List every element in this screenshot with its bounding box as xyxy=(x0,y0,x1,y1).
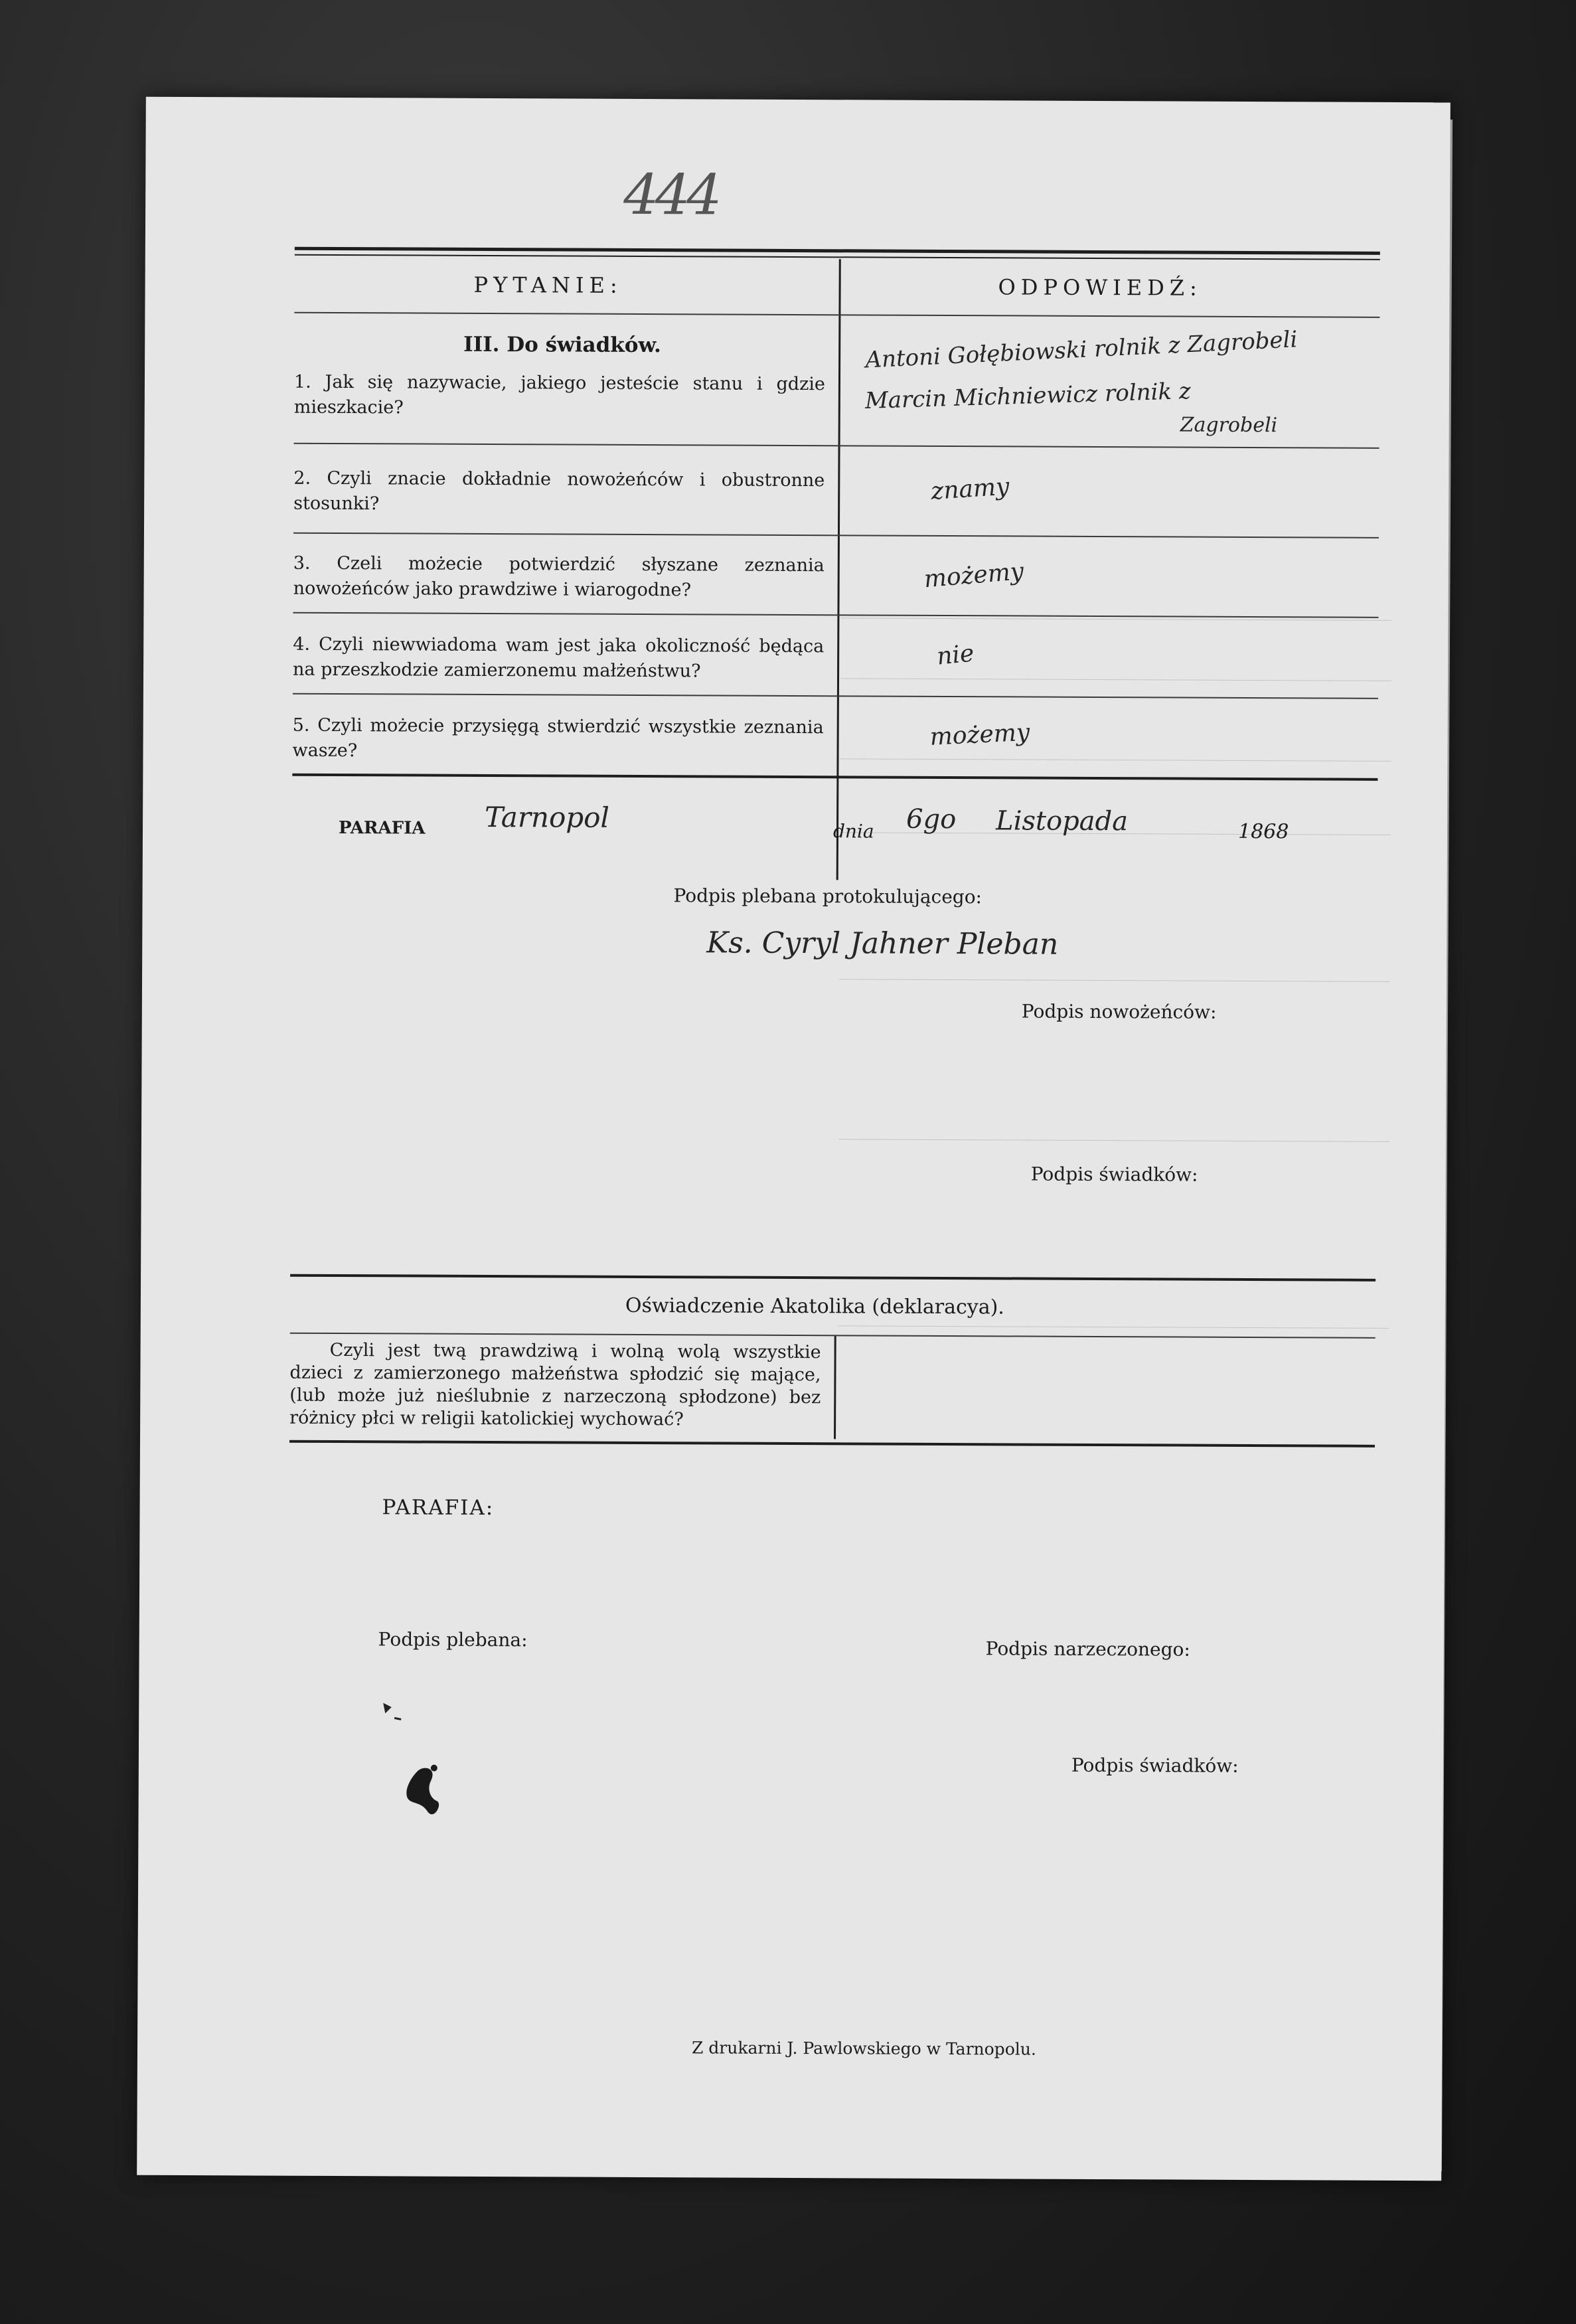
answer-5: możemy xyxy=(929,718,1031,751)
header-rule xyxy=(294,312,1379,318)
bottom-witnesses-label: Podpis świadków: xyxy=(1071,1754,1239,1777)
priest-signature: Ks. Cyryl Jahner Pleban xyxy=(706,926,1059,961)
bottom-priest-label: Podpis plebana: xyxy=(378,1628,528,1651)
question-3: 3. Czeli możecie potwierdzić słyszane zeznania nowożeńców jako prawdziwe i wiarogodne? xyxy=(293,552,825,601)
date-year: 1868 xyxy=(1237,819,1289,844)
bottom-bride-label: Podpis narzeczonego: xyxy=(985,1637,1190,1661)
answer-3: możemy xyxy=(923,558,1025,594)
date-month: Listopada xyxy=(995,805,1129,837)
header-answer: ODPOWIEDŹ: xyxy=(998,274,1202,301)
date-prefix: dnia xyxy=(832,820,874,843)
declaration-text: Czyli jest twą prawdziwą i wolną wolą wszystkie dzieci z zamierzonego małżeństwa spłodzić się mające, (lub może już nieślubnie z narzeczoną spłodzone) bez różnicy płci w religii katolickiej wychować? xyxy=(289,1339,821,1430)
priest-signature-label: Podpis plebana protokulującego: xyxy=(673,884,983,908)
declaration-title: Oświadczenie Akatolika (deklaracya). xyxy=(625,1293,1004,1319)
ink-blot xyxy=(370,1691,451,1838)
question-2: 2. Czyli znacie dokładnie nowożeńców i obustronne stosunki? xyxy=(293,467,825,515)
question-5: 5. Czyli możecie przysięgą stwierdzić wszystkie zeznania wasze? xyxy=(292,714,824,762)
page-number: 444 xyxy=(623,161,718,228)
newlyweds-signature-label: Podpis nowożeńców: xyxy=(1021,1000,1217,1023)
bleed-through-text xyxy=(836,525,1392,1789)
question-4: 4. Czyli niewwiadoma wam jest jaka okoliczność będąca na przeszkodzie zamierzonemu małżeństwu? xyxy=(293,633,825,682)
table-top-rule-2 xyxy=(295,254,1380,260)
date-day: 6go xyxy=(906,803,957,835)
section-title: III. Do świadków. xyxy=(463,332,661,358)
answer-4: nie xyxy=(935,639,976,671)
row-1-rule xyxy=(294,443,1379,449)
bottom-parish-label: PARAFIA: xyxy=(382,1495,495,1521)
answer-1-line2: Marcin Michniewicz rolnik z xyxy=(864,378,1192,415)
parish-value: Tarnopol xyxy=(485,800,610,834)
declaration-column-divider xyxy=(834,1336,836,1439)
parish-label: PARAFIA xyxy=(338,818,426,839)
document-page xyxy=(137,97,1451,2181)
answer-1-line3: Zagrobeli xyxy=(1180,413,1278,438)
answer-2: znamy xyxy=(930,473,1010,505)
answer-1-line1: Antoni Gołębiowski rolnik z Zagrobeli xyxy=(864,326,1299,374)
witnesses-signature-label: Podpis świadków: xyxy=(1030,1163,1198,1186)
header-question: PYTANIE: xyxy=(473,272,623,298)
table-top-rule xyxy=(295,247,1380,255)
printer-imprint: Z drukarni J. Pawlowskiego w Tarnopolu. xyxy=(691,2038,1036,2059)
question-1: 1. Jak się nazywacie, jakiego jesteście stanu i gdzie mieszkacie? xyxy=(293,371,826,418)
